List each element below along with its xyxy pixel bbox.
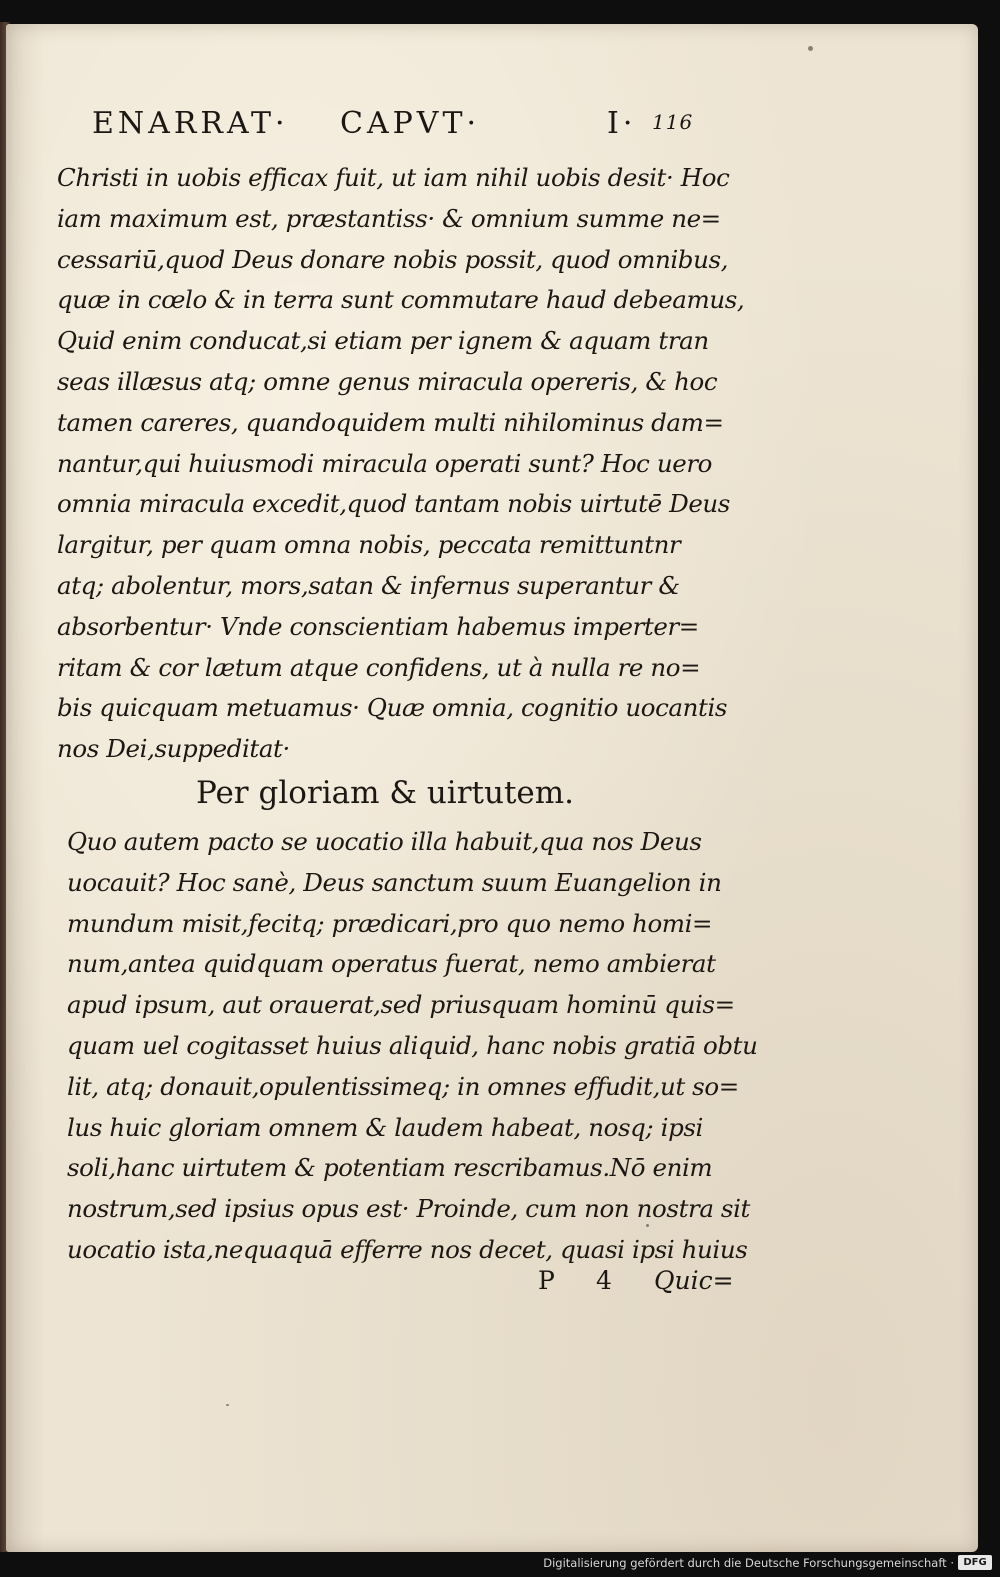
text-line: Quo autem pacto se uocatio illa habuit,qua nos Deus [67, 827, 702, 856]
paper-speck [808, 46, 813, 51]
running-head-title: ENARRAT· [92, 106, 289, 141]
text-line: uocauit? Hoc sanè, Deus sanctum suum Euangelion in [67, 867, 722, 897]
text-line: num,antea quidquam operatus fuerat, nemo ambierat [67, 949, 716, 979]
text-line: tamen careres, quandoquidem multi nihilominus dam= [57, 407, 724, 437]
text-line: soli,hanc uirtutem & potentiam rescribamus.Nō enim [67, 1153, 713, 1183]
paper-speck [226, 1404, 229, 1406]
text-line: Quid enim conducat,si etiam per ignem & aquam tran [57, 326, 709, 356]
text-line: atq; abolentur, mors,satan & infernus superantur & [57, 570, 680, 600]
paragraph-2 [67, 821, 758, 1270]
text-line: apud ipsum, aut orauerat,sed priusquam hominū quis= [67, 990, 735, 1020]
text-line: nostrum,sed ipsius opus est· Proinde, cum non nostra sit [67, 1194, 750, 1224]
text-line: uocatio ista,nequaquā efferre nos decet, quasi ipsi huius [67, 1234, 748, 1264]
text-line: lus huic gloriam omnem & laudem habeat, nosq; ipsi [67, 1112, 703, 1142]
text-line: quæ in cœlo & in terra sunt commutare haud debeamus, [57, 285, 745, 315]
catchline [538, 1266, 758, 1302]
signature-mark: P [538, 1266, 555, 1295]
text-line: cessariū,quod Deus donare nobis possit, quod omnibus, [57, 244, 729, 274]
text-line: bis quicquam metuamus· Quæ omnia, cognitio uocantis [57, 693, 728, 723]
folio-number: 116 [652, 110, 694, 134]
text-line: seas illæsus atq; omne genus miracula opereris, & hoc [57, 366, 718, 396]
text-line: iam maximum est, præstantiss· & omnium summe ne= [57, 203, 721, 233]
text-line: ritam & cor lætum atque confidens, ut à nulla re no= [57, 652, 701, 682]
running-head [92, 106, 732, 146]
text-line: omnia miracula excedit,quod tantam nobis uirtutē Deus [57, 489, 730, 519]
text-line: nos Dei,suppeditat· [57, 734, 290, 764]
running-head-chapter: CAPVT· [340, 106, 481, 141]
paragraph-1 [57, 158, 745, 770]
signature-number: 4 [596, 1266, 612, 1295]
digitization-credit: Digitalisierung gefördert durch die Deutsche Forschungsgemeinschaft · [543, 1556, 954, 1570]
text-line: lit, atq; donauit,opulentissimeq; in omnes effudit,ut so= [67, 1071, 739, 1101]
text-line: absorbentur· Vnde conscientiam habemus imperter= [57, 611, 699, 641]
text-line: mundum misit,fecitq; prædicari,pro quo nemo homi= [67, 908, 713, 938]
section-heading: Per gloriam & uirtutem. [196, 775, 574, 811]
text-line: Christi in uobis efficax fuit, ut iam nihil uobis desit· Hoc [57, 163, 730, 192]
text-line: nantur,qui huiusmodi miracula operati sunt? Hoc uero [57, 448, 713, 478]
text-line: quam uel cogitasset huius aliquid, hanc nobis gratiā obtu [67, 1030, 758, 1060]
dfg-logo: DFG [958, 1555, 992, 1570]
running-head-chapter-number: I· [607, 106, 637, 141]
catchword: Quic= [654, 1266, 734, 1295]
text-line: largitur, per quam omna nobis, peccata remittuntnr [57, 530, 681, 560]
